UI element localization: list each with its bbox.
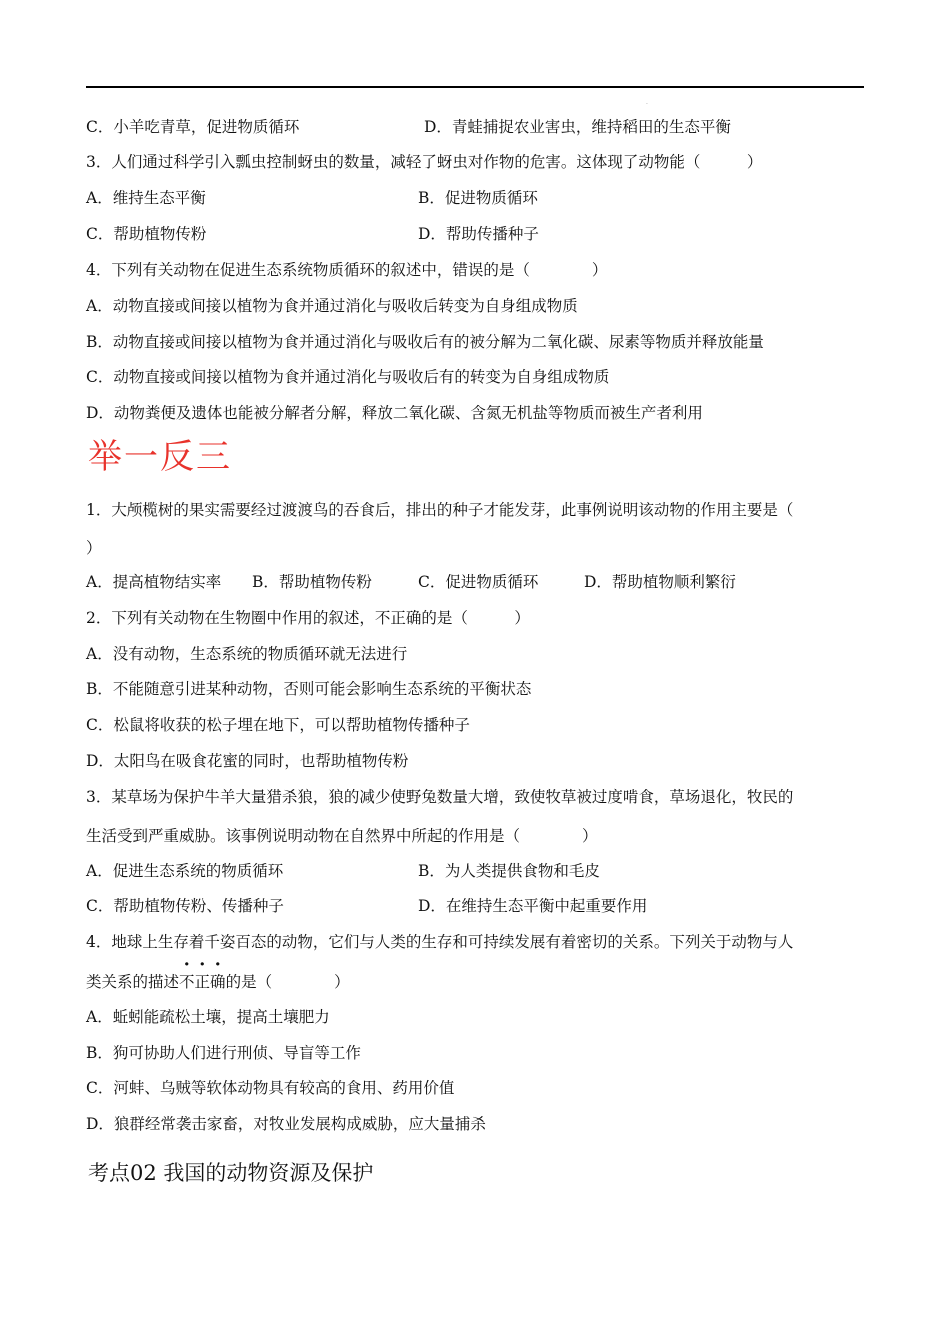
p2-option-b: B．不能随意引进某种动物，否则可能会影响生态系统的平衡状态 [86, 680, 532, 698]
p2-option-a: A．没有动物，生态系统的物质循环就无法进行 [86, 645, 408, 663]
p2-stem: 2．下列有关动物在生物圈中作用的叙述，不正确的是（ ） [86, 609, 530, 627]
p1-option-b: B．帮助植物传粉 [252, 573, 372, 591]
p2-option-c: C．松鼠将收获的松子埋在地下，可以帮助植物传播种子 [86, 716, 470, 734]
q4-option-a: A．动物直接或间接以植物为食并通过消化与吸收后转变为自身组成物质 [86, 297, 578, 315]
emphasis-char: 正 [194, 973, 211, 991]
p2-option-d: D．太阳鸟在吸食花蜜的同时，也帮助植物传粉 [86, 752, 409, 770]
p3-stem-line1: 3．某草场为保护牛羊大量猎杀狼，狼的减少使野兔数量大增，致使牧草被过度啃食，草场退化，牧民的 [86, 788, 794, 806]
p3-stem-line2: 生活受到严重威胁。该事例说明动物在自然界中所起的作用是（ ） [86, 827, 598, 845]
q3-stem: 3．人们通过科学引入瓢虫控制蚜虫的数量，减轻了蚜虫对作物的危害。这体现了动物能（ ） [86, 153, 763, 171]
p4-option-d: D．狼群经常袭击家畜，对牧业发展构成威胁，应大量捕杀 [86, 1115, 486, 1133]
p4-stem-post: 的是（ ） [225, 973, 350, 991]
p4-option-b: B．狗可协助人们进行刑侦、导盲等工作 [86, 1044, 361, 1062]
q4-option-b: B．动物直接或间接以植物为食并通过消化与吸收后有的被分解为二氧化碳、尿素等物质并释放能量 [86, 333, 764, 351]
q3-option-a: A．维持生态平衡 [86, 189, 206, 207]
p1-option-c: C．促进物质循环 [418, 573, 539, 591]
p3-option-c: C．帮助植物传粉、传播种子 [86, 897, 284, 915]
q3-option-c: C．帮助植物传粉 [86, 225, 207, 243]
p1-stem-line1: 1．大颅榄树的果实需要经过渡渡鸟的吞食后，排出的种子才能发芽，此事例说明该动物的作用主要是（ [86, 501, 794, 519]
section-title: 考点02 我国的动物资源及保护 [88, 1161, 374, 1185]
p4-stem-line1: 4．地球上生存着千姿百态的动物，它们与人类的生存和可持续发展有着密切的关系。下列关于动物与人 [86, 933, 794, 951]
p4-stem-pre: 类关系的描述 [86, 973, 180, 991]
prev-option-c: C．小羊吃青草，促进物质循环 [86, 118, 300, 136]
emphasis-char: 不 [179, 973, 195, 991]
q3-option-b: B．促进物质循环 [418, 189, 538, 207]
p3-option-d: D．在维持生态平衡中起重要作用 [418, 897, 648, 915]
p1-option-a: A．提高植物结实率 [86, 573, 222, 591]
p3-option-a: A．促进生态系统的物质循环 [86, 862, 284, 880]
q4-option-d: D．动物粪便及遗体也能被分解者分解，释放二氧化碳、含氮无机盐等物质而被生产者利用 [86, 404, 703, 422]
emphasis-char: 确 [210, 973, 226, 991]
q4-stem: 4．下列有关动物在促进生态系统物质循环的叙述中，错误的是（ ） [86, 261, 608, 279]
p4-option-a: A．蚯蚓能疏松土壤，提高土壤肥力 [86, 1008, 330, 1026]
p4-option-c: C．河蚌、乌贼等软体动物具有较高的食用、药用价值 [86, 1079, 455, 1097]
p1-option-d: D．帮助植物顺利繁衍 [584, 573, 736, 591]
header-rule [86, 86, 864, 88]
q4-option-c: C．动物直接或间接以植物为食并通过消化与吸收后有的转变为自身组成物质 [86, 368, 610, 386]
header-dot: . [646, 99, 648, 106]
q3-option-d: D．帮助传播种子 [418, 225, 539, 243]
p3-option-b: B．为人类提供食物和毛皮 [418, 862, 600, 880]
p4-stem-line2 [86, 972, 350, 992]
prev-option-d: D．青蛙捕捉农业害虫，维持稻田的生态平衡 [424, 118, 731, 136]
p1-stem-line2: ） [86, 539, 102, 557]
practice-heading: 举一反三 [88, 437, 232, 477]
